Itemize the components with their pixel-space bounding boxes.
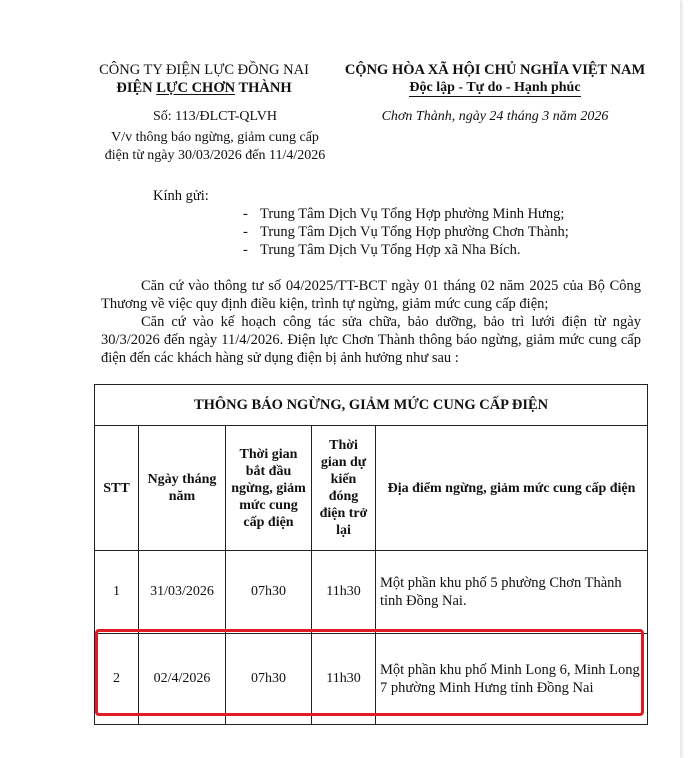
cell-start-time: 07h30 xyxy=(226,634,312,725)
cell-start-time: 07h30 xyxy=(226,551,312,634)
recipient-text: Trung Tâm Dịch Vụ Tổng Hợp xã Nha Bích. xyxy=(260,242,521,258)
recipient-dash: - xyxy=(243,224,248,240)
greeting: Kính gửi: xyxy=(153,188,209,204)
column-header-location: Địa điểm ngừng, giảm mức cung cấp điện xyxy=(376,426,648,551)
cell-location: Một phần khu phố 5 phường Chơn Thành tỉnh Đồng Nai. xyxy=(376,551,648,634)
recipient-item xyxy=(243,242,520,259)
company-name: CÔNG TY ĐIỆN LỰC ĐỒNG NAI xyxy=(99,62,309,78)
recipient-text: Trung Tâm Dịch Vụ Tổng Hợp phường Minh Hưng; xyxy=(260,206,565,222)
column-header-start-time: Thời gian bắt đầu ngừng, giảm mức cung cấp điện xyxy=(226,426,312,551)
branch-name-underlined: LỰC CHƠN xyxy=(156,80,236,96)
branch-name-part: ĐIỆN xyxy=(116,80,157,96)
recipient-dash: - xyxy=(243,206,248,222)
document-number: Số: 113/ĐLCT-QLVH xyxy=(152,109,278,124)
national-motto xyxy=(340,80,650,96)
cell-date: 31/03/2026 xyxy=(139,551,226,634)
republic-title: CỘNG HÒA XÃ HỘI CHỦ NGHĨA VIỆT NAM xyxy=(344,62,646,78)
cell-end-time: 11h30 xyxy=(312,551,376,634)
date-line: Chơn Thành, ngày 24 tháng 3 năm 2026 xyxy=(381,109,609,124)
cell-location: Một phần khu phố Minh Long 6, Minh Long 7 phường Minh Hưng tỉnh Đồng Nai xyxy=(376,634,648,725)
subject-line: điện từ ngày 30/03/2026 đến 11/4/2026 xyxy=(104,148,326,163)
cell-date: 02/4/2026 xyxy=(139,634,226,725)
cell-end-time: 11h30 xyxy=(312,634,376,725)
subject-line: V/v thông báo ngừng, giảm cung cấp xyxy=(111,130,319,145)
body-paragraph: Căn cứ vào kế hoạch công tác sửa chữa, bảo dưỡng, bảo trì lưới điện từ ngày 30/3/2026 đến ngày 11/4/2026. Điện lực Chơn Thành thông báo ngừng, giảm mức cung cấp điện đến các khách hàng sử dụng điện bị ảnh hưởng như sau : xyxy=(101,314,641,366)
recipient-item xyxy=(243,224,569,241)
table-title-row xyxy=(95,385,648,426)
column-header-date: Ngày tháng năm xyxy=(139,426,226,551)
table-title: THÔNG BÁO NGỪNG, GIẢM MỨC CUNG CẤP ĐIỆN xyxy=(95,385,648,426)
table-row xyxy=(95,551,648,634)
recipient-dash: - xyxy=(243,242,248,258)
recipient-text: Trung Tâm Dịch Vụ Tổng Hợp phường Chơn Thành; xyxy=(260,224,569,240)
column-header-end-time: Thời gian dự kiến đóng điện trở lại xyxy=(312,426,376,551)
national-motto-text: Độc lập - Tự do - Hạnh phúc xyxy=(409,80,581,95)
outage-notice-table xyxy=(94,384,648,725)
column-header-stt: STT xyxy=(95,426,139,551)
recipient-item xyxy=(243,206,564,223)
table-header-row xyxy=(95,426,648,551)
cell-stt: 1 xyxy=(95,551,139,634)
branch-name-part: THÀNH xyxy=(235,80,292,96)
table-row xyxy=(95,634,648,725)
body-paragraph: Căn cứ vào thông tư số 04/2025/TT-BCT ngày 01 tháng 02 năm 2025 của Bộ Công Thương về việc quy định điều kiện, trình tự ngừng, giảm mức cung cấp điện; xyxy=(101,278,641,312)
cell-stt: 2 xyxy=(95,634,139,725)
